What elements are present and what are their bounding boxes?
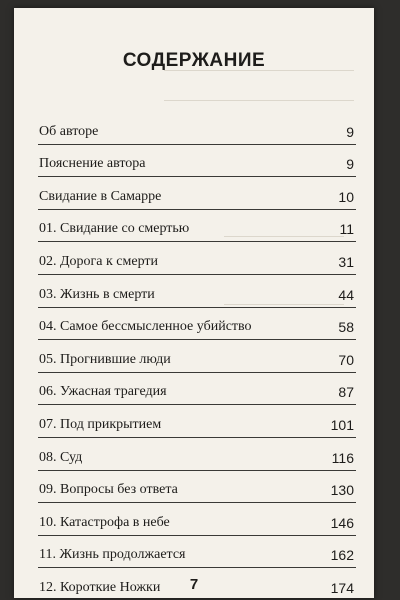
toc-entry-title: 07. Под прикрытием xyxy=(39,416,162,432)
toc-entry-page: 87 xyxy=(338,384,354,401)
toc-entry-page: 130 xyxy=(330,482,354,499)
toc-entry-title: 03. Жизнь в смерти xyxy=(39,286,155,302)
toc-entry xyxy=(38,275,356,308)
toc-entry xyxy=(38,438,356,471)
toc-entry xyxy=(38,405,356,438)
toc-entry-page: 9 xyxy=(346,123,354,140)
toc-entry-page: 101 xyxy=(330,416,354,433)
toc-entry-title: 06. Ужасная трагедия xyxy=(39,384,167,400)
toc-entry-title: Об авторе xyxy=(39,123,99,139)
toc-entry xyxy=(38,503,356,536)
toc-entry-page: 116 xyxy=(331,449,354,466)
bleed-through-line xyxy=(164,100,354,101)
toc-entry xyxy=(38,177,356,210)
toc-entry-title: Пояснение автора xyxy=(39,156,146,172)
toc-entry xyxy=(38,340,356,373)
table-of-contents xyxy=(38,112,356,598)
toc-entry-title: 10. Катастрофа в небе xyxy=(39,514,170,530)
book-page xyxy=(14,8,374,598)
toc-entry-page: 31 xyxy=(338,253,354,270)
page-title: СОДЕРЖАНИЕ xyxy=(122,50,266,71)
toc-entry-page: 146 xyxy=(330,514,354,531)
toc-entry-page: 70 xyxy=(338,351,354,368)
toc-entry-title: 05. Прогнившие люди xyxy=(39,351,171,367)
toc-entry-page: 44 xyxy=(338,286,354,303)
toc-entry-page: 58 xyxy=(338,319,354,336)
toc-entry-page: 174 xyxy=(330,579,354,596)
toc-entry xyxy=(38,471,356,504)
toc-entry-title: 12. Короткие Ножки xyxy=(39,579,161,595)
toc-entry-title: Свидание в Самарре xyxy=(39,188,162,204)
toc-entry-page: 162 xyxy=(330,547,354,564)
toc-entry-title: 01. Свидание со смертью xyxy=(39,221,190,237)
toc-entry xyxy=(38,112,356,145)
page-number: 7 xyxy=(189,576,199,593)
toc-entry xyxy=(38,536,356,569)
toc-entry xyxy=(38,373,356,406)
toc-entry xyxy=(38,242,356,275)
toc-entry-title: 11. Жизнь продолжается xyxy=(39,547,186,563)
toc-entry xyxy=(38,210,356,243)
toc-entry-title: 04. Самое бессмысленное убийство xyxy=(39,319,252,335)
toc-entry-page: 9 xyxy=(346,156,354,173)
toc-entry-title: 08. Суд xyxy=(39,449,83,465)
toc-entry-title: 09. Вопросы без ответа xyxy=(39,482,178,498)
toc-entry xyxy=(38,308,356,341)
toc-entry-page: 10 xyxy=(338,188,354,205)
toc-entry xyxy=(38,145,356,178)
toc-entry-title: 02. Дорога к смерти xyxy=(39,253,159,269)
toc-entry-page: 11 xyxy=(339,221,354,238)
